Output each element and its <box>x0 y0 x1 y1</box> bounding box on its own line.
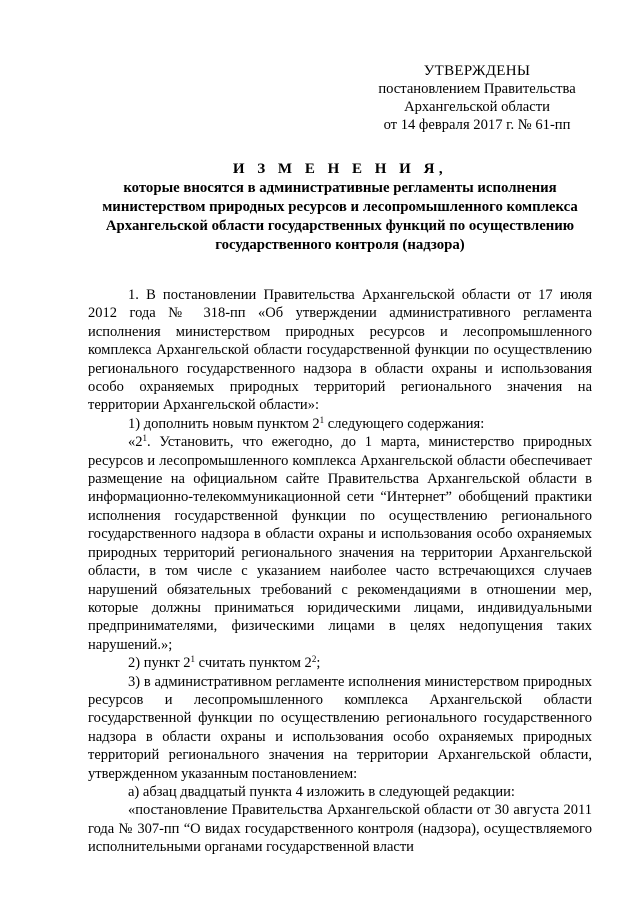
paragraph-3-text-b: . Установить, что ежегодно, до 1 марта, министерство природных ресурсов и лесопромышленного комплекса Архангельской области обеспечивает размещение на официальном сайте Правительства Архангельской области в информационно-телекоммуникационной сети “Интернет” обобщений практики исполнения государственной функции по осуществлению регионального государственного надзора в области охраны и использования особо охраняемых природных территорий регионального значения на территории Архангельской области, в том числе с указанием наиболее часто встречающихся случаев нарушений обязательных требований с рекомендациями в отношении мер, которые должны приниматься юридическими лицами, индивидуальными предпринимателями, физическими лицами в целях недопущения таких нарушений.»; <box>88 434 592 653</box>
document-title <box>88 160 592 255</box>
paragraph-2-superscript: 1 <box>319 414 325 425</box>
paragraph-4-superscript-1: 1 <box>190 654 196 665</box>
paragraph-2-text-b: следующего содержания: <box>324 415 485 432</box>
title-main: И З М Е Н Е Н И Я, <box>232 161 448 177</box>
approval-heading: УТВЕРЖДЕНЫ <box>423 63 531 79</box>
approval-block <box>362 62 592 134</box>
approval-line-2: Архангельской области <box>404 99 550 115</box>
approval-line-3: от 14 февраля 2017 г. № 61-пп <box>383 117 571 133</box>
paragraph-3-superscript: 1 <box>142 433 147 444</box>
paragraph-2-text-a: 1) дополнить новым пунктом 2 <box>128 415 320 432</box>
approval-line-1: постановлением Правительства <box>378 81 576 97</box>
paragraph-4-text-a: 2) пункт 2 <box>128 655 191 672</box>
paragraph-2 <box>88 415 592 433</box>
paragraph-4-text-c: ; <box>316 655 321 672</box>
paragraph-3-text-a: «2 <box>128 434 143 451</box>
paragraph-4-text-b: считать пунктом 2 <box>195 655 312 672</box>
paragraph-1: 1. В постановлении Правительства Архангельской области от 17 июля 2012 года № 318-пп «Об утверждении административного регламента исполнения министерством природных ресурсов и лесопромышленного комплекса Архангельской области государственной функции по осуществлению регионального государственного надзора в области охраны и использования особо охраняемых природных территорий регионального значения на территории Архангельской области»: <box>88 287 592 414</box>
paragraph-5: 3) в административном регламенте исполнения министерством природных ресурсов и лесопромышленного комплекса Архангельской области государственной функции по осуществлению регионального государственного надзора в области охраны и использования особо охраняемых природных территорий регионального значения на территории Архангельской области, утвержденном указанным постановлением: <box>88 673 592 782</box>
paragraph-7: «постановление Правительства Архангельской области от 30 августа 2011 года № 307-пп “О видах государственного контроля (надзора), осуществляемого исполнительными органами государственной власти <box>88 802 592 856</box>
paragraph-4 <box>88 654 592 672</box>
paragraph-4-superscript-2: 2 <box>311 654 317 665</box>
paragraph-3 <box>88 433 592 654</box>
title-subtitle: которые вносятся в административные регламенты исполнения министерством природных ресурсов и лесопромышленного комплекса Архангельской области государственных функций по осуществлению государственного контроля (надзора) <box>102 180 578 253</box>
paragraph-6: а) абзац двадцатый пункта 4 изложить в следующей редакции: <box>128 783 515 800</box>
document-body <box>88 286 592 857</box>
